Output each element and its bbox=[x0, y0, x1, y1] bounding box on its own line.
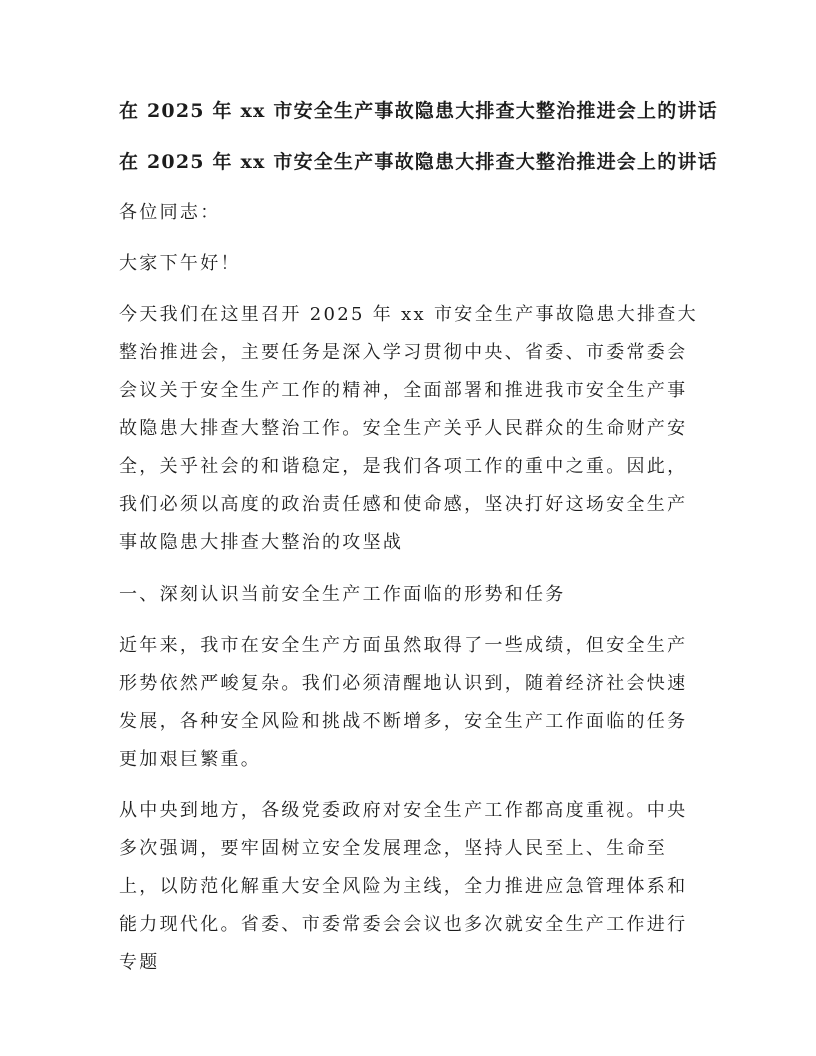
salutation-paragraph: 各位同志： bbox=[119, 202, 221, 223]
greeting-paragraph: 大家下午好！ bbox=[119, 253, 241, 274]
document-title-line-2: 在 2025 年 xx 市安全生产事故隐患大排查大整治推进会上的讲话 bbox=[119, 151, 718, 173]
document-title-line-1: 在 2025 年 xx 市安全生产事故隐患大排查大整治推进会上的讲话 bbox=[119, 100, 718, 122]
body-paragraph-central-policy: 从中央到地方，各级党委政府对安全生产工作都高度重视。中央多次强调，要牢固树立安全发展理念，坚持人民至上、生命至上，以防范化解重大安全风险为主线，全力推进应急管理体系和能力现代化。省委、市委常委会会议也多次就安全生产工作进行专题 bbox=[119, 800, 688, 973]
body-paragraph-situation: 近年来，我市在安全生产方面虽然取得了一些成绩，但安全生产形势依然严峻复杂。我们必须清醒地认识到，随着经济社会快速发展，各种安全风险和挑战不断增多，安全生产工作面临的任务更加艰巨繁重。 bbox=[119, 635, 688, 770]
body-paragraph-intro: 今天我们在这里召开 2025 年 xx 市安全生产事故隐患大排查大整治推进会，主要任务是深入学习贯彻中央、省委、市委常委会会议关于安全生产工作的精神，全面部署和推进我市安全生产事故隐患大排查大整治工作。安全生产关乎人民群众的生命财产安全，关乎社会的和谐稳定，是我们各项工作的重中之重。因此，我们必须以高度的政治责任感和使命感，坚决打好这场安全生产事故隐患大排查大整治的攻坚战 bbox=[119, 304, 698, 553]
document-body bbox=[119, 194, 699, 982]
section-heading-1: 一、深刻认识当前安全生产工作面临的形势和任务 bbox=[119, 584, 566, 605]
